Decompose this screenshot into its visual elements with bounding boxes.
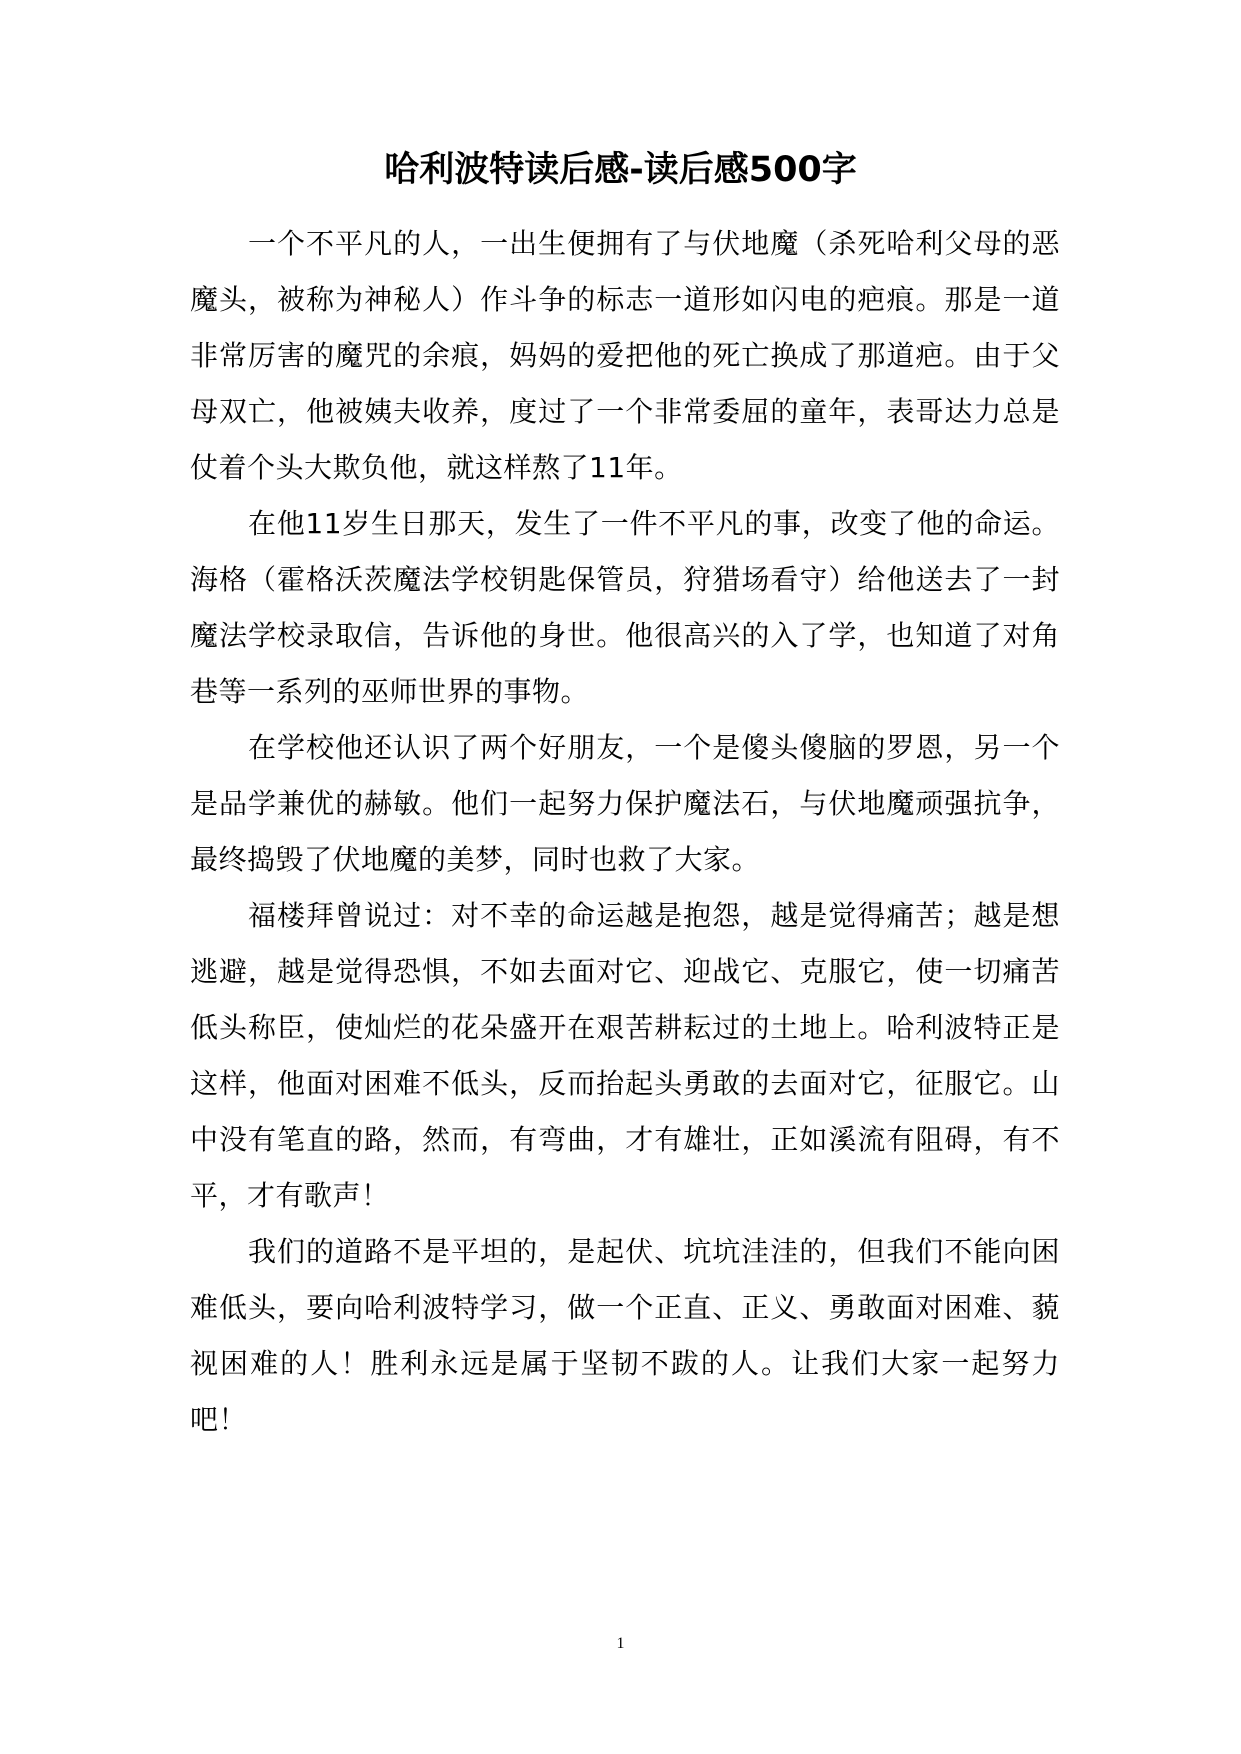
paragraph-3: 在学校他还认识了两个好朋友，一个是傻头傻脑的罗恩，另一个是品学兼优的赫敏。他们一起努力保护魔法石，与伏地魔顽强抗争，最终捣毁了伏地魔的美梦，同时也救了大家。 bbox=[190, 731, 1060, 876]
paragraph-1: 一个不平凡的人，一出生便拥有了与伏地魔（杀死哈利父母的恶魔头，被称为神秘人）作斗争的标志一道形如闪电的疤痕。那是一道非常厉害的魔咒的余痕，妈妈的爱把他的死亡换成了那道疤。由于父母双亡，他被姨夫收养，度过了一个非常委屈的童年，表哥达力总是仗着个头大欺负他，就这样熬了11年。 bbox=[190, 227, 1060, 484]
page-title: 哈利波特读后感-读后感500字 bbox=[384, 150, 857, 190]
paragraph-2: 在他11岁生日那天，发生了一件不平凡的事，改变了他的命运。海格（霍格沃茨魔法学校钥匙保管员，狩猎场看守）给他送去了一封魔法学校录取信，告诉他的身世。他很高兴的入了学，也知道了对角巷等一系列的巫师世界的事物。 bbox=[190, 507, 1060, 708]
page-number: 1 bbox=[616, 1635, 625, 1652]
paragraph-4: 福楼拜曾说过：对不幸的命运越是抱怨，越是觉得痛苦；越是想逃避，越是觉得恐惧，不如去面对它、迎战它、克服它，使一切痛苦低头称臣，使灿烂的花朵盛开在艰苦耕耘过的土地上。哈利波特正是这样，他面对困难不低头，反而抬起头勇敢的去面对它，征服它。山中没有笔直的路，然而，有弯曲，才有雄壮，正如溪流有阻碍，有不平，才有歌声！ bbox=[190, 899, 1060, 1212]
document-body bbox=[190, 216, 1060, 1448]
paragraph-5: 我们的道路不是平坦的，是起伏、坑坑洼洼的，但我们不能向困难低头，要向哈利波特学习，做一个正直、正义、勇敢面对困难、藐视困难的人！胜利永远是属于坚韧不跋的人。让我们大家一起努力吧！ bbox=[190, 1235, 1060, 1436]
